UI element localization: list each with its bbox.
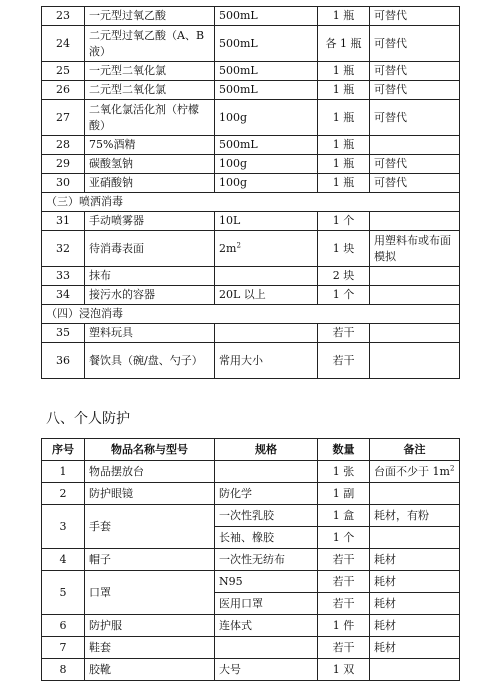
- item-no: 6: [42, 615, 85, 637]
- table-row: [42, 100, 460, 136]
- item-note: [370, 461, 460, 483]
- item-qty: 若干: [318, 343, 370, 379]
- table-row: [42, 231, 460, 267]
- item-note: [370, 267, 460, 286]
- item-spec: 500mL: [215, 136, 318, 155]
- col-header-name: 物品名称与型号: [85, 439, 215, 461]
- item-name: 接污水的容器: [85, 286, 215, 305]
- item-spec: 100g: [215, 100, 318, 136]
- item-name: 物品摆放台: [85, 461, 215, 483]
- item-qty: 若干: [318, 549, 370, 571]
- item-note: 耗材: [370, 549, 460, 571]
- item-qty: 1 双: [318, 659, 370, 681]
- item-no: 8: [42, 659, 85, 681]
- table-row: [42, 461, 460, 483]
- item-qty: 2 块: [318, 267, 370, 286]
- item-qty: 1 瓶: [318, 100, 370, 136]
- table-row: [42, 571, 460, 593]
- item-name: 防护眼镜: [85, 483, 215, 505]
- item-no: 1: [42, 461, 85, 483]
- item-no: 27: [42, 100, 85, 136]
- item-no: 23: [42, 7, 85, 26]
- personal-protection-table: [41, 438, 460, 681]
- item-spec: 医用口罩: [215, 593, 318, 615]
- item-spec: 100g: [215, 155, 318, 174]
- item-no: 36: [42, 343, 85, 379]
- item-qty: 若干: [318, 324, 370, 343]
- item-name: 二元型二氧化氯: [85, 81, 215, 100]
- item-no: 5: [42, 571, 85, 615]
- item-name: 帽子: [85, 549, 215, 571]
- item-note: [370, 527, 460, 549]
- section-heading: （三）喷洒消毒: [42, 193, 460, 212]
- table-row: [42, 155, 460, 174]
- item-spec: 常用大小: [215, 343, 318, 379]
- item-no: 28: [42, 136, 85, 155]
- item-spec: [215, 324, 318, 343]
- item-qty: 1 副: [318, 483, 370, 505]
- item-spec: [215, 231, 318, 267]
- table-row: [42, 136, 460, 155]
- item-spec: [215, 637, 318, 659]
- table-row: [42, 505, 460, 527]
- item-qty: 1 瓶: [318, 155, 370, 174]
- item-no: 3: [42, 505, 85, 549]
- item-name: 抹布: [85, 267, 215, 286]
- item-note: 耗材: [370, 615, 460, 637]
- item-name: 鞋套: [85, 637, 215, 659]
- item-note: 可替代: [370, 7, 460, 26]
- section-heading: （四）浸泡消毒: [42, 305, 460, 324]
- item-note: 可替代: [370, 100, 460, 136]
- item-qty: 1 瓶: [318, 62, 370, 81]
- col-header-qty: 数量: [318, 439, 370, 461]
- item-note: 用塑料布或布面模拟: [370, 231, 460, 267]
- item-spec: 10L: [215, 212, 318, 231]
- item-name: 待消毒表面: [85, 231, 215, 267]
- col-header-spec: 规格: [215, 439, 318, 461]
- item-no: 29: [42, 155, 85, 174]
- section-heading-row: [42, 305, 460, 324]
- item-qty: 1 个: [318, 527, 370, 549]
- item-name: 手套: [85, 505, 215, 549]
- item-qty: 各 1 瓶: [318, 26, 370, 62]
- item-no: 7: [42, 637, 85, 659]
- item-qty: 1 块: [318, 231, 370, 267]
- item-note: 耗材: [370, 593, 460, 615]
- item-name: 餐饮具（碗/盘、勺子）: [85, 343, 215, 379]
- item-spec: 500mL: [215, 62, 318, 81]
- table-row: [42, 26, 460, 62]
- table-row: [42, 615, 460, 637]
- item-name: 塑料玩具: [85, 324, 215, 343]
- item-no: 30: [42, 174, 85, 193]
- item-note: [370, 483, 460, 505]
- item-qty: 1 张: [318, 461, 370, 483]
- item-spec: 大号: [215, 659, 318, 681]
- item-qty: 1 个: [318, 286, 370, 305]
- table-row: [42, 212, 460, 231]
- item-note: [370, 324, 460, 343]
- item-name: 二氧化氯活化剂（柠檬酸）: [85, 100, 215, 136]
- header-row: [42, 439, 460, 461]
- item-no: 35: [42, 324, 85, 343]
- item-name: 防护服: [85, 615, 215, 637]
- item-no: 32: [42, 231, 85, 267]
- item-note: 可替代: [370, 62, 460, 81]
- item-spec: 连体式: [215, 615, 318, 637]
- item-note: 耗材，有粉: [370, 505, 460, 527]
- item-note: 可替代: [370, 81, 460, 100]
- item-qty: 1 瓶: [318, 136, 370, 155]
- table-row: [42, 324, 460, 343]
- item-name: 手动喷雾器: [85, 212, 215, 231]
- item-qty: 若干: [318, 593, 370, 615]
- item-qty: 1 瓶: [318, 81, 370, 100]
- table-row: [42, 659, 460, 681]
- item-name: 一元型二氧化氯: [85, 62, 215, 81]
- table-row: [42, 343, 460, 379]
- item-spec: N95: [215, 571, 318, 593]
- item-name: 胶靴: [85, 659, 215, 681]
- table-row: [42, 174, 460, 193]
- item-note: [370, 659, 460, 681]
- item-spec: [215, 461, 318, 483]
- item-note: [370, 286, 460, 305]
- item-note: [370, 212, 460, 231]
- section-title: 八、个人防护: [46, 411, 130, 427]
- item-no: 24: [42, 26, 85, 62]
- item-spec: 500mL: [215, 81, 318, 100]
- item-qty: 1 盒: [318, 505, 370, 527]
- col-header-no: 序号: [42, 439, 85, 461]
- item-qty: 若干: [318, 571, 370, 593]
- item-note: [370, 136, 460, 155]
- item-note: 可替代: [370, 174, 460, 193]
- item-note-sup: 2: [449, 463, 455, 472]
- item-qty: 1 瓶: [318, 7, 370, 26]
- table-row: [42, 7, 460, 26]
- item-spec: 防化学: [215, 483, 318, 505]
- item-name: 二元型过氧乙酸（A、B 液）: [85, 26, 215, 62]
- item-spec: 20L 以上: [215, 286, 318, 305]
- item-spec: 100g: [215, 174, 318, 193]
- item-qty: 1 瓶: [318, 174, 370, 193]
- item-name: 碳酸氢钠: [85, 155, 215, 174]
- section-heading-row: [42, 193, 460, 212]
- table-row: [42, 81, 460, 100]
- item-spec: 500mL: [215, 7, 318, 26]
- item-no: 25: [42, 62, 85, 81]
- item-note-text: 台面不少于 1m: [374, 464, 450, 478]
- item-qty: 1 个: [318, 212, 370, 231]
- item-note: [370, 343, 460, 379]
- supplies-table-body: [42, 7, 460, 379]
- item-no: 33: [42, 267, 85, 286]
- item-no: 26: [42, 81, 85, 100]
- item-name: 口罩: [85, 571, 215, 615]
- item-name: 亚硝酸钠: [85, 174, 215, 193]
- item-no: 4: [42, 549, 85, 571]
- item-name: 75%酒精: [85, 136, 215, 155]
- item-spec: 一次性乳胶: [215, 505, 318, 527]
- item-no: 2: [42, 483, 85, 505]
- item-note: 耗材: [370, 571, 460, 593]
- item-spec-text: 2m: [219, 241, 237, 255]
- item-no: 31: [42, 212, 85, 231]
- item-note: 可替代: [370, 26, 460, 62]
- table-row: [42, 62, 460, 81]
- item-spec: 一次性无纺布: [215, 549, 318, 571]
- table-row: [42, 549, 460, 571]
- disinfection-supplies-table: [41, 6, 460, 379]
- table-row: [42, 286, 460, 305]
- item-qty: 1 件: [318, 615, 370, 637]
- col-header-note: 备注: [370, 439, 460, 461]
- item-name: 一元型过氧乙酸: [85, 7, 215, 26]
- item-qty: 若干: [318, 637, 370, 659]
- table-row: [42, 267, 460, 286]
- item-spec: 长袖、橡胶: [215, 527, 318, 549]
- item-note: 耗材: [370, 637, 460, 659]
- item-spec: [215, 267, 318, 286]
- item-note: 可替代: [370, 155, 460, 174]
- item-spec: 500mL: [215, 26, 318, 62]
- table-row: [42, 637, 460, 659]
- item-spec-sup: 2: [236, 240, 241, 249]
- table-row: [42, 483, 460, 505]
- item-no: 34: [42, 286, 85, 305]
